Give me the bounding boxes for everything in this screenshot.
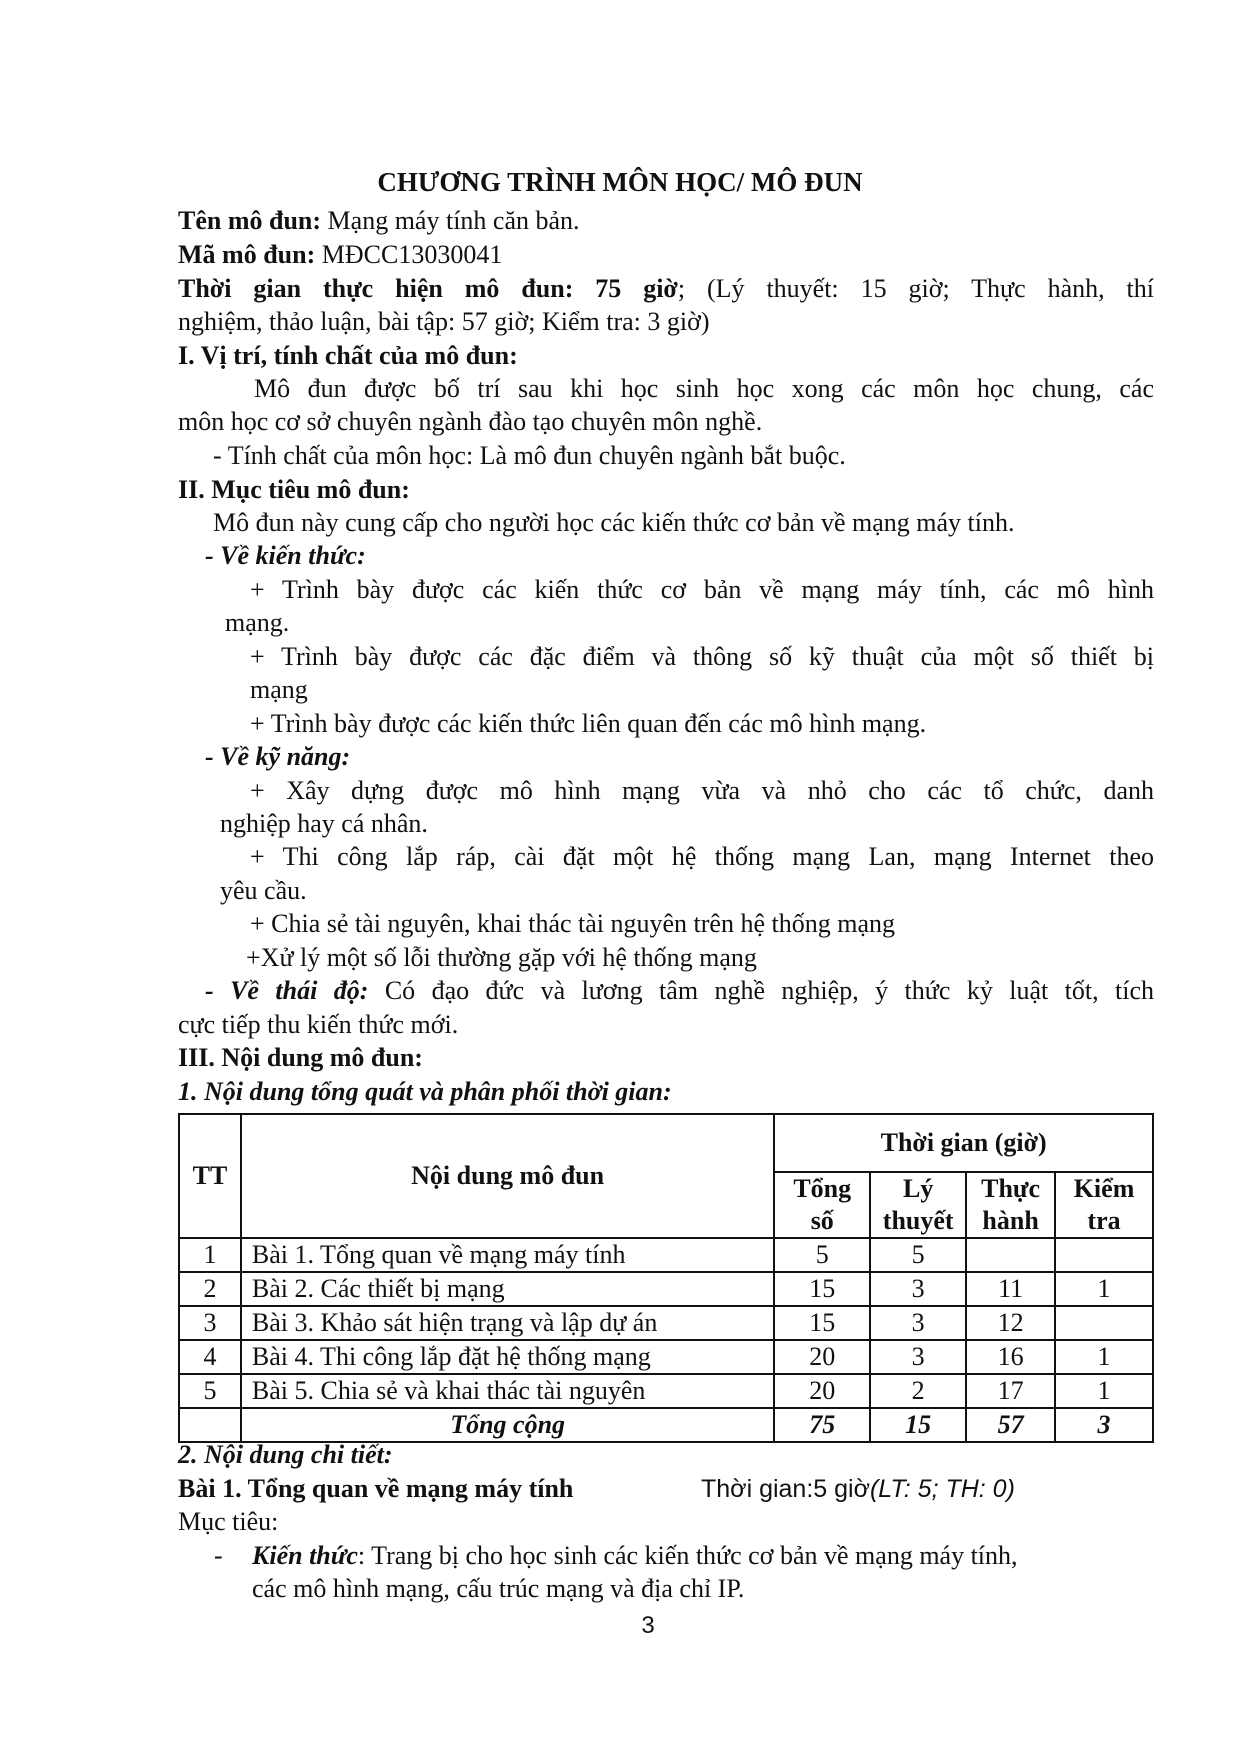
skills-item-3: + Chia sẻ tài nguyên, khai thác tài nguyên trên hệ thống mạng — [250, 909, 895, 938]
module-name-value: Mạng máy tính căn bản. — [321, 206, 580, 235]
section-3-heading: III. Nội dung mô đun: — [178, 1043, 423, 1072]
header-theory — [870, 1172, 966, 1238]
module-time-line-2: nghiệm, thảo luận, bài tập: 57 giờ; Kiểm tra: 3 giờ) — [178, 307, 710, 336]
row-test — [1055, 1238, 1153, 1272]
lesson-1-time: Thời gian:5 giờ — [701, 1475, 870, 1503]
module-time-label: Thời gian thực hiện mô đun: 75 giờ — [178, 274, 678, 303]
header-content: Nội dung mô đun — [241, 1114, 774, 1238]
header-tt: TT — [179, 1114, 241, 1238]
row-content: Bài 5. Chia sẻ và khai thác tài nguyên — [241, 1374, 774, 1408]
header-time: Thời gian (giờ) — [774, 1114, 1153, 1172]
row-theory: 5 — [870, 1238, 966, 1272]
objective-knowledge-text: : Trang bị cho học sinh các kiến thức cơ bản về mạng máy tính, — [357, 1541, 1018, 1570]
header-total — [774, 1172, 870, 1238]
table-header-row — [179, 1114, 1153, 1172]
knowledge-item-3: + Trình bày được các kiến thức liên quan đến các mô hình mạng. — [250, 709, 927, 738]
row-tt: 2 — [179, 1272, 241, 1306]
objectives-label: Mục tiêu: — [178, 1507, 279, 1536]
knowledge-item-2-line-2: mạng — [250, 675, 308, 704]
knowledge-item-1-line-1: + Trình bày được các kiến thức cơ bản về mạng máy tính, các mô hình — [250, 575, 1154, 604]
lesson-1-time-line — [701, 1473, 1015, 1505]
module-time-line — [178, 273, 1154, 305]
objective-bullet: - — [214, 1541, 223, 1570]
header-test — [1055, 1172, 1153, 1238]
row-test: 1 — [1055, 1272, 1153, 1306]
skills-item-2-line-2: yêu cầu. — [220, 876, 307, 905]
row-tt: 3 — [179, 1306, 241, 1340]
module-name-label: Tên mô đun: — [178, 206, 322, 235]
lesson-1-title: Bài 1. Tổng quan về mạng máy tính — [178, 1474, 574, 1503]
knowledge-item-2-line-1: + Trình bày được các đặc điểm và thông số kỹ thuật của một số thiết bị — [250, 642, 1154, 671]
row-total: 5 — [774, 1238, 870, 1272]
module-code-label: Mã mô đun: — [178, 240, 316, 269]
row-theory: 3 — [870, 1306, 966, 1340]
header-test-line-2: tra — [1087, 1206, 1121, 1235]
header-test-line-1: Kiểm — [1073, 1174, 1135, 1203]
objective-knowledge-line-1 — [252, 1540, 1018, 1572]
header-total-line-1: Tổng — [793, 1174, 852, 1203]
lesson-1-time-detail: (LT: 5; TH: 0) — [869, 1475, 1015, 1503]
attitude-heading: - Về thái độ: — [205, 976, 369, 1005]
lesson-1-line — [178, 1473, 573, 1505]
total-total: 75 — [774, 1408, 870, 1442]
row-tt: 1 — [179, 1238, 241, 1272]
skills-item-1-line-1: + Xây dựng được mô hình mạng vừa và nhỏ cho các tổ chức, danh — [250, 776, 1154, 805]
section-1-property: - Tính chất của môn học: Là mô đun chuyên ngành bắt buộc. — [213, 441, 846, 470]
header-theory-line-1: Lý — [903, 1174, 934, 1203]
total-practice: 57 — [966, 1408, 1055, 1442]
section-2-intro: Mô đun này cung cấp cho người học các kiến thức cơ bản về mạng máy tính. — [213, 508, 1015, 537]
row-content: Bài 1. Tổng quan về mạng máy tính — [241, 1238, 774, 1272]
page-number: 3 — [641, 1612, 655, 1639]
row-tt: 5 — [179, 1374, 241, 1408]
row-total: 20 — [774, 1374, 870, 1408]
row-theory: 3 — [870, 1340, 966, 1374]
objective-knowledge-label: Kiến thức — [252, 1541, 358, 1570]
row-content: Bài 4. Thi công lắp đặt hệ thống mạng — [241, 1340, 774, 1374]
objective-knowledge-line-2: các mô hình mạng, cấu trúc mạng và địa chỉ IP. — [252, 1574, 745, 1603]
row-practice: 11 — [966, 1272, 1055, 1306]
skills-item-1-line-2: nghiệp hay cá nhân. — [220, 809, 428, 838]
detail-subheading: 2. Nội dung chi tiết: — [178, 1440, 393, 1469]
module-code-value: MĐCC13030041 — [315, 240, 503, 269]
row-practice: 12 — [966, 1306, 1055, 1340]
total-theory: 15 — [870, 1408, 966, 1442]
attitude-line-1 — [205, 975, 1154, 1007]
section-1-paragraph-line-1: Mô đun được bố trí sau khi học sinh học xong các môn học chung, các — [254, 374, 1154, 403]
section-1-paragraph-line-2: môn học cơ sở chuyên ngành đào tạo chuyên môn nghề. — [178, 407, 763, 436]
total-tt-empty — [179, 1408, 241, 1442]
row-total: 20 — [774, 1340, 870, 1374]
header-theory-line-2: thuyết — [882, 1206, 954, 1235]
skills-item-2-line-1: + Thi công lắp ráp, cài đặt một hệ thống mạng Lan, mạng Internet theo — [250, 842, 1154, 871]
row-content: Bài 2. Các thiết bị mạng — [241, 1272, 774, 1306]
table-row — [179, 1272, 1153, 1306]
row-test — [1055, 1306, 1153, 1340]
row-practice: 17 — [966, 1374, 1055, 1408]
row-tt: 4 — [179, 1340, 241, 1374]
section-3-subheading: 1. Nội dung tổng quát và phân phối thời gian: — [178, 1077, 672, 1106]
row-theory: 3 — [870, 1272, 966, 1306]
row-practice: 16 — [966, 1340, 1055, 1374]
skills-heading: - Về kỹ năng: — [205, 742, 351, 771]
row-test: 1 — [1055, 1340, 1153, 1374]
knowledge-item-1-line-2: mạng. — [225, 608, 290, 637]
header-practice-line-2: hành — [982, 1206, 1039, 1235]
row-total: 15 — [774, 1272, 870, 1306]
row-test: 1 — [1055, 1374, 1153, 1408]
time-allocation-table — [178, 1113, 1154, 1443]
row-theory: 2 — [870, 1374, 966, 1408]
table-row — [179, 1340, 1153, 1374]
header-practice-line-1: Thực — [981, 1174, 1041, 1203]
header-practice — [966, 1172, 1055, 1238]
section-1-heading: I. Vị trí, tính chất của mô đun: — [178, 341, 518, 370]
module-code-line — [178, 239, 502, 271]
page-title: CHƯƠNG TRÌNH MÔN HỌC/ MÔ ĐUN — [377, 167, 863, 197]
module-time-rest: ; (Lý thuyết: 15 giờ; Thực hành, thí — [677, 274, 1154, 303]
row-content: Bài 3. Khảo sát hiện trạng và lập dự án — [241, 1306, 774, 1340]
skills-item-4: +Xử lý một số lỗi thường gặp với hệ thống mạng — [246, 943, 757, 972]
module-name-line — [178, 205, 580, 237]
header-total-line-2: số — [810, 1206, 834, 1235]
row-practice — [966, 1238, 1055, 1272]
table-row — [179, 1238, 1153, 1272]
table-total-row — [179, 1408, 1153, 1442]
section-2-heading: II. Mục tiêu mô đun: — [178, 475, 410, 504]
table-row — [179, 1306, 1153, 1340]
table-row — [179, 1374, 1153, 1408]
total-label: Tổng cộng — [241, 1408, 774, 1442]
total-test: 3 — [1055, 1408, 1153, 1442]
knowledge-heading: - Về kiến thức: — [205, 541, 366, 570]
row-total: 15 — [774, 1306, 870, 1340]
attitude-text: Có đạo đức và lương tâm nghề nghiệp, ý thức kỷ luật tốt, tích — [368, 976, 1155, 1005]
attitude-line-2: cực tiếp thu kiến thức mới. — [178, 1010, 459, 1039]
